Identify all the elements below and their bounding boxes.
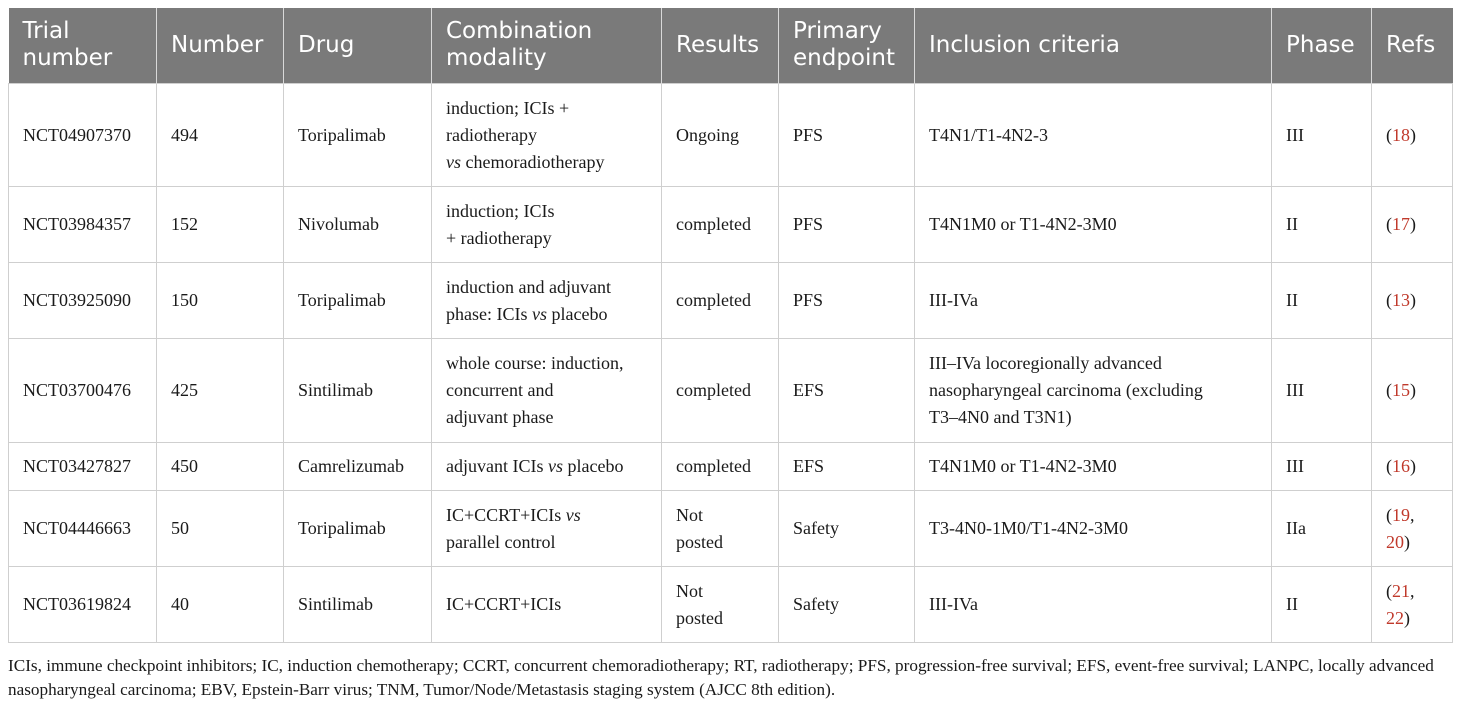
cell-drug: Sintilimab [284, 567, 432, 643]
ref-paren: ) [1404, 607, 1410, 628]
cell-combination-modality [432, 339, 662, 443]
trials-table-container [8, 8, 1452, 643]
cell-refs [1372, 339, 1453, 443]
cell-drug: Camrelizumab [284, 443, 432, 491]
ref-link[interactable]: 18 [1392, 124, 1410, 145]
combo-line: placebo [546, 303, 608, 324]
cell-phase: II [1272, 567, 1372, 643]
header-combination-modality: Combination modality [432, 8, 662, 84]
cell-inclusion-criteria: T4N1/T1-4N2-3 [915, 84, 1272, 187]
cell-inclusion-criteria: T4N1M0 or T1-4N2-3M0 [915, 443, 1272, 491]
criteria-line: nasopharyngeal carcinoma (excluding [929, 380, 1203, 400]
header-phase: Phase [1272, 8, 1372, 84]
ref-separator: , [1410, 580, 1415, 601]
ref-link[interactable]: 21 [1392, 580, 1410, 601]
results-line: posted [676, 531, 723, 552]
header-refs: Refs [1372, 8, 1453, 84]
table-row [9, 263, 1453, 339]
ref-separator: , [1410, 504, 1415, 525]
combo-vs: vs [565, 504, 581, 525]
cell-primary-endpoint: Safety [779, 491, 915, 567]
table-row [9, 567, 1453, 643]
cell-combination-modality: IC+CCRT+ICIs [432, 567, 662, 643]
combo-line: whole course: induction, [446, 353, 624, 373]
ref-paren: ( [1386, 504, 1392, 525]
ref-paren: ( [1386, 580, 1392, 601]
header-row [9, 8, 1453, 84]
combo-line: placebo [562, 456, 624, 476]
cell-combination-modality [432, 84, 662, 187]
cell-drug: Nivolumab [284, 187, 432, 263]
header-inclusion-criteria: Inclusion criteria [915, 8, 1272, 84]
ref-link[interactable]: 20 [1386, 531, 1404, 552]
combo-line: chemoradiotherapy [461, 151, 605, 172]
cell-refs [1372, 567, 1453, 643]
cell-phase: III [1272, 339, 1372, 443]
cell-results: Ongoing [662, 84, 779, 187]
cell-results: completed [662, 443, 779, 491]
combo-line: IC+CCRT+ICIs [446, 504, 566, 525]
ref-paren: ) [1404, 531, 1410, 552]
cell-combination-modality [432, 443, 662, 491]
cell-combination-modality [432, 491, 662, 567]
ref-link[interactable]: 19 [1392, 504, 1410, 525]
criteria-line: III–IVa locoregionally advanced [929, 353, 1162, 373]
cell-primary-endpoint: PFS [779, 84, 915, 187]
cell-refs [1372, 84, 1453, 187]
cell-results [662, 567, 779, 643]
cell-drug: Sintilimab [284, 339, 432, 443]
table-header [9, 8, 1453, 84]
combo-line: phase: ICIs [446, 303, 532, 324]
combo-line: induction and adjuvant [446, 276, 611, 297]
ref-link[interactable]: 13 [1392, 290, 1410, 310]
cell-trial-number: NCT04907370 [9, 84, 157, 187]
table-row [9, 491, 1453, 567]
cell-inclusion-criteria: III-IVa [915, 263, 1272, 339]
cell-primary-endpoint: PFS [779, 187, 915, 263]
cell-trial-number: NCT03700476 [9, 339, 157, 443]
cell-primary-endpoint: Safety [779, 567, 915, 643]
header-primary-endpoint: Primary endpoint [779, 8, 915, 84]
cell-refs [1372, 263, 1453, 339]
table-row [9, 187, 1453, 263]
cell-primary-endpoint: EFS [779, 339, 915, 443]
cell-number: 450 [157, 443, 284, 491]
ref-link[interactable]: 22 [1386, 607, 1404, 628]
cell-inclusion-criteria: III-IVa [915, 567, 1272, 643]
table-row [9, 339, 1453, 443]
cell-number: 50 [157, 491, 284, 567]
cell-refs [1372, 187, 1453, 263]
combo-line: parallel control [446, 531, 556, 552]
cell-refs [1372, 491, 1453, 567]
ref-link[interactable]: 15 [1392, 380, 1410, 400]
cell-trial-number: NCT04446663 [9, 491, 157, 567]
results-line: posted [676, 607, 723, 628]
cell-results: completed [662, 339, 779, 443]
cell-number: 150 [157, 263, 284, 339]
cell-inclusion-criteria: T4N1M0 or T1-4N2-3M0 [915, 187, 1272, 263]
ref-link[interactable]: 17 [1392, 214, 1410, 234]
cell-trial-number: NCT03619824 [9, 567, 157, 643]
ref-paren: ( [1386, 380, 1392, 400]
table-row [9, 443, 1453, 491]
results-line: Not [676, 504, 703, 525]
cell-phase: II [1272, 263, 1372, 339]
cell-number: 40 [157, 567, 284, 643]
header-results: Results [662, 8, 779, 84]
cell-drug: Toripalimab [284, 491, 432, 567]
results-line: Not [676, 580, 703, 601]
combo-line: radiotherapy [446, 124, 537, 145]
ref-paren: ) [1410, 214, 1416, 234]
ref-paren: ) [1410, 290, 1416, 310]
combo-vs: vs [547, 456, 563, 476]
cell-drug: Toripalimab [284, 263, 432, 339]
cell-phase: IIa [1272, 491, 1372, 567]
header-trial-number: Trial number [9, 8, 157, 84]
ref-link[interactable]: 16 [1392, 456, 1410, 476]
cell-phase: III [1272, 443, 1372, 491]
combo-line: adjuvant phase [446, 407, 554, 427]
cell-results: completed [662, 263, 779, 339]
combo-vs: vs [531, 303, 547, 324]
ref-paren: ) [1410, 380, 1416, 400]
cell-combination-modality [432, 263, 662, 339]
combo-line: adjuvant ICIs [446, 456, 548, 476]
cell-number: 494 [157, 84, 284, 187]
cell-results: completed [662, 187, 779, 263]
cell-refs [1372, 443, 1453, 491]
cell-trial-number: NCT03427827 [9, 443, 157, 491]
cell-primary-endpoint: EFS [779, 443, 915, 491]
combo-line: concurrent and [446, 380, 554, 400]
combo-line: + radiotherapy [446, 227, 552, 248]
combo-line: induction; ICIs + [446, 97, 570, 118]
criteria-line: T3–4N0 and T3N1) [929, 407, 1072, 427]
trials-table [8, 8, 1453, 643]
cell-combination-modality [432, 187, 662, 263]
cell-number: 425 [157, 339, 284, 443]
ref-paren: ( [1386, 214, 1392, 234]
combo-vs: vs [446, 151, 461, 172]
table-footnote: ICIs, immune checkpoint inhibitors; IC, induction chemotherapy; CCRT, concurrent chemoradiotherapy; RT, radiotherapy; PFS, progression-free survival; EFS, event-free survival; LANPC, locally advanced nasopharyngeal carcinoma; EBV, Epstein-Barr virus; TNM, Tumor/Node/Metastasis staging system (AJCC 8th edition). [8, 656, 1434, 699]
header-drug: Drug [284, 8, 432, 84]
ref-paren: ) [1410, 456, 1416, 476]
cell-phase: III [1272, 84, 1372, 187]
cell-results [662, 491, 779, 567]
cell-inclusion-criteria [915, 339, 1272, 443]
cell-inclusion-criteria: T3-4N0-1M0/T1-4N2-3M0 [915, 491, 1272, 567]
table-body [9, 84, 1453, 643]
cell-drug: Toripalimab [284, 84, 432, 187]
cell-number: 152 [157, 187, 284, 263]
table-row [9, 84, 1453, 187]
ref-paren: ( [1386, 124, 1392, 145]
combo-line: induction; ICIs [446, 200, 555, 221]
cell-trial-number: NCT03984357 [9, 187, 157, 263]
ref-paren: ( [1386, 290, 1392, 310]
cell-trial-number: NCT03925090 [9, 263, 157, 339]
cell-primary-endpoint: PFS [779, 263, 915, 339]
ref-paren: ( [1386, 456, 1392, 476]
cell-phase: II [1272, 187, 1372, 263]
header-number: Number [157, 8, 284, 84]
ref-paren: ) [1410, 124, 1416, 145]
